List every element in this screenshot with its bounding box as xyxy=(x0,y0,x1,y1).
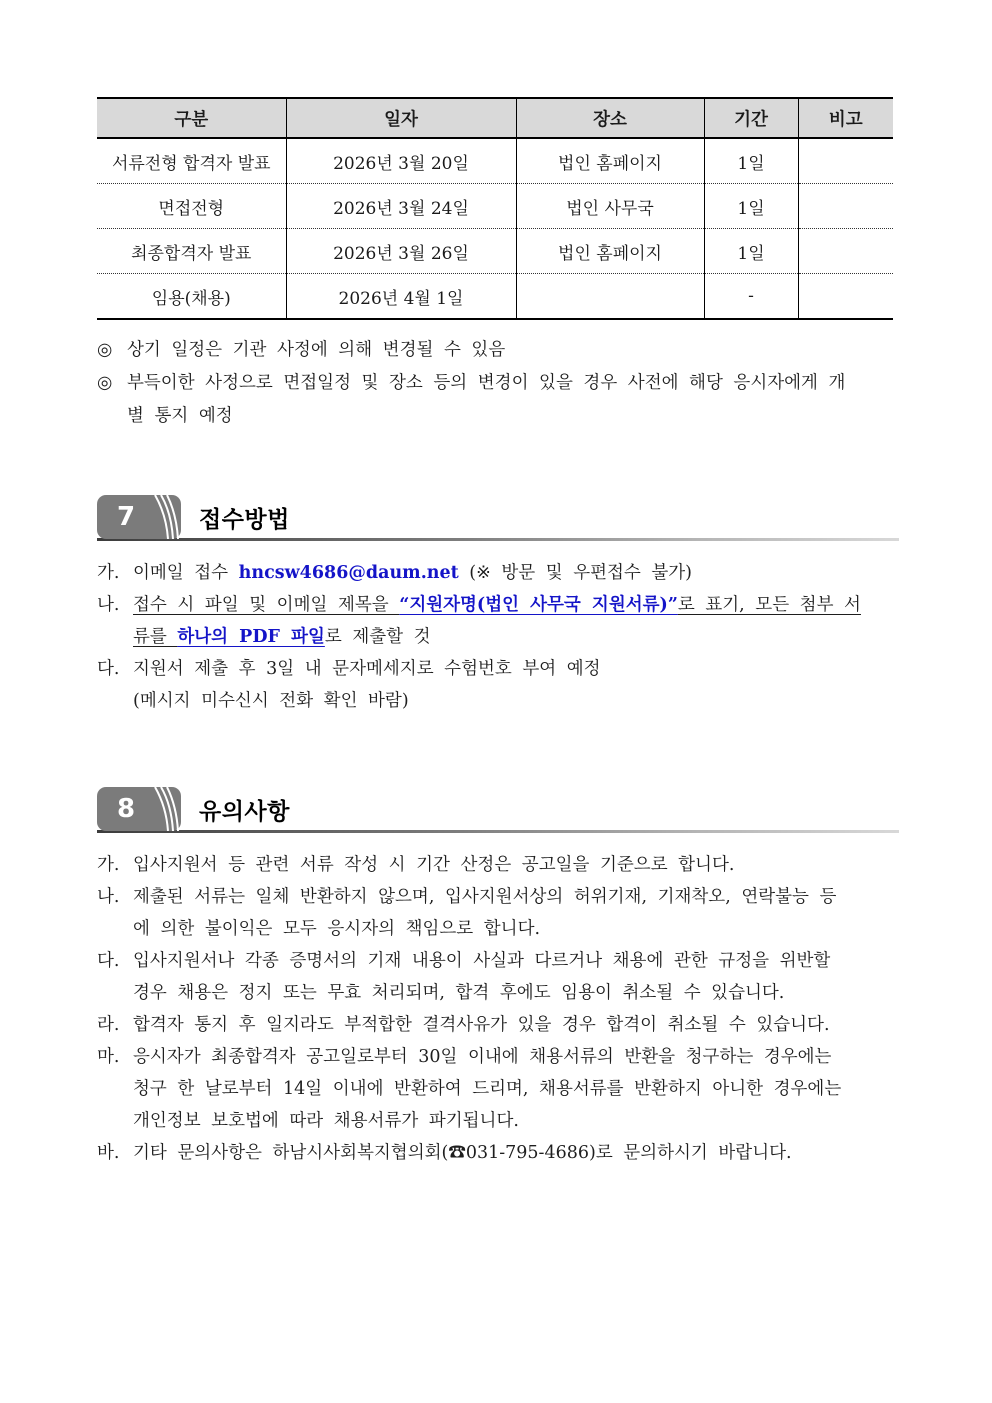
table-cell: 2026년 3월 20일 xyxy=(286,138,516,184)
note-line: 상기 일정은 기관 사정에 의해 변경될 수 있음 xyxy=(127,340,506,360)
item-body xyxy=(133,945,893,1009)
text-segment: 하나의 PDF 파일 xyxy=(177,627,325,647)
item-line xyxy=(133,1073,893,1105)
table-row xyxy=(97,229,893,274)
item-line xyxy=(133,1105,893,1137)
note-item xyxy=(97,334,893,367)
note-marker: ◎ xyxy=(97,373,113,393)
text-segment: 이메일 접수 xyxy=(133,563,239,583)
section-cautions xyxy=(97,787,893,1169)
item-label: 다. xyxy=(97,659,120,679)
list-item xyxy=(97,1009,893,1041)
text-segment: 기타 문의사항은 하남시사회복지협의회( xyxy=(133,1143,449,1163)
item-line xyxy=(133,621,893,653)
table-cell xyxy=(798,138,893,184)
item-line xyxy=(133,945,893,977)
item-line xyxy=(133,913,893,945)
table-row xyxy=(97,274,893,320)
item-label: 나. xyxy=(97,887,120,907)
list-item xyxy=(97,945,893,1009)
section-number-badge xyxy=(97,787,183,831)
text-segment: 로 표기, 모든 첨부 서 xyxy=(677,595,861,615)
table-header-row xyxy=(97,98,893,138)
item-line xyxy=(133,849,893,881)
phone-icon: ☎ xyxy=(448,1143,466,1163)
item-line xyxy=(133,685,893,717)
list-item xyxy=(97,1041,893,1137)
item-label: 나. xyxy=(97,595,120,615)
note-text xyxy=(127,334,893,367)
text-segment: 입사지원서나 각종 증명서의 기재 내용이 사실과 다르거나 채용에 관한 규정을 위반할 xyxy=(133,951,831,971)
item-line xyxy=(133,977,893,1009)
section-divider xyxy=(97,538,899,541)
table-cell: 1일 xyxy=(704,138,798,184)
text-segment: (※ 방문 및 우편접수 불가) xyxy=(458,563,693,583)
text-segment: 지원서 제출 후 3일 내 문자메세지로 수험번호 부여 예정 xyxy=(133,659,601,679)
item-label: 다. xyxy=(97,951,120,971)
text-segment: 입사지원서 등 관련 서류 작성 시 기간 산정은 공고일을 기준으로 합니다. xyxy=(133,855,735,875)
header-cell-date: 일자 xyxy=(286,98,516,138)
item-label: 가. xyxy=(97,855,120,875)
table-cell: 2026년 4월 1일 xyxy=(286,274,516,320)
item-body xyxy=(133,1009,893,1041)
list-item xyxy=(97,653,893,717)
list-item xyxy=(97,1137,893,1169)
note-line: 부득이한 사정으로 면접일정 및 장소 등의 변경이 있을 경우 사전에 해당 응시자에게 개 xyxy=(127,373,846,393)
table-cell: 2026년 3월 24일 xyxy=(286,184,516,229)
schedule-table-body xyxy=(97,138,893,319)
list-item xyxy=(97,849,893,881)
table-row xyxy=(97,138,893,184)
text-segment: “지원자명(법인 사무국 지원서류)” xyxy=(399,595,678,615)
table-cell xyxy=(516,274,704,320)
list-item xyxy=(97,881,893,945)
section-divider xyxy=(97,830,899,833)
text-segment: 합격자 통지 후 일지라도 부적합한 결격사유가 있을 경우 합격이 취소될 수 있습니다. xyxy=(133,1015,830,1035)
table-cell xyxy=(798,184,893,229)
section-number: 7 xyxy=(116,502,136,532)
text-segment: 청구 한 날로부터 14일 이내에 반환하여 드리며, 채용서류를 반환하지 아니한 경우에는 xyxy=(133,1079,842,1099)
item-body xyxy=(133,1137,893,1169)
notes xyxy=(97,334,893,433)
item-line xyxy=(133,653,893,685)
text-segment: 제출된 서류는 일체 반환하지 않으며, 입사지원서상의 허위기재, 기재착오, 연락불능 등 xyxy=(133,887,837,907)
section-items xyxy=(97,557,893,717)
table-cell: 최종합격자 발표 xyxy=(97,229,286,274)
section-title: 유의사항 xyxy=(199,798,290,825)
table-row xyxy=(97,184,893,229)
note-item xyxy=(97,367,893,433)
text-segment: 개인정보 보호법에 따라 채용서류가 파기됩니다. xyxy=(133,1111,519,1131)
table-cell: 법인 홈페이지 xyxy=(516,229,704,274)
text-segment: 경우 채용은 정지 또는 무효 처리되며, 합격 후에도 임용이 취소될 수 있습니다. xyxy=(133,983,785,1003)
item-line xyxy=(133,881,893,913)
table-cell: 1일 xyxy=(704,184,798,229)
table-cell: 면접전형 xyxy=(97,184,286,229)
text-segment: 로 제출할 것 xyxy=(324,627,431,647)
list-item xyxy=(97,589,893,653)
note-line: 별 통지 예정 xyxy=(127,406,233,426)
item-line xyxy=(133,1009,893,1041)
item-line xyxy=(133,589,893,621)
item-line xyxy=(133,557,893,589)
item-label: 가. xyxy=(97,563,120,583)
table-cell: 서류전형 합격자 발표 xyxy=(97,138,286,184)
section-header xyxy=(97,495,893,539)
item-label: 바. xyxy=(97,1143,120,1163)
item-body xyxy=(133,653,893,717)
text-segment: 접수 시 파일 및 이메일 제목을 xyxy=(133,595,400,615)
section-reception-method xyxy=(97,495,893,717)
schedule-table xyxy=(97,97,893,320)
text-segment: (메시지 미수신시 전화 확인 바람) xyxy=(133,691,409,711)
table-cell: 임용(채용) xyxy=(97,274,286,320)
item-body xyxy=(133,1041,893,1137)
table-cell: 법인 사무국 xyxy=(516,184,704,229)
item-body xyxy=(133,881,893,945)
note-text xyxy=(127,367,893,433)
header-cell-period: 기간 xyxy=(704,98,798,138)
table-cell: 법인 홈페이지 xyxy=(516,138,704,184)
item-body xyxy=(133,589,893,653)
section-number-badge xyxy=(97,495,183,539)
item-label: 마. xyxy=(97,1047,120,1067)
section-title: 접수방법 xyxy=(199,506,290,533)
section-number: 8 xyxy=(116,794,136,824)
item-line xyxy=(133,1041,893,1073)
section-header xyxy=(97,787,893,831)
table-cell: 1일 xyxy=(704,229,798,274)
item-line xyxy=(133,1137,893,1169)
note-marker: ◎ xyxy=(97,340,113,360)
email-address: hncsw4686@daum.net xyxy=(238,563,459,583)
header-cell-place: 장소 xyxy=(516,98,704,138)
text-segment: 031-795-4686)로 문의하시기 바랍니다. xyxy=(465,1143,792,1163)
text-segment: 응시자가 최종합격자 공고일로부터 30일 이내에 채용서류의 반환을 청구하는 경우에는 xyxy=(133,1047,832,1067)
header-cell-category: 구분 xyxy=(97,98,286,138)
text-segment: 에 의한 불이익은 모두 응시자의 책임으로 합니다. xyxy=(133,919,541,939)
item-body xyxy=(133,849,893,881)
section-items xyxy=(97,849,893,1169)
table-cell xyxy=(798,229,893,274)
item-body xyxy=(133,557,893,589)
text-segment: 류를 xyxy=(133,627,178,647)
table-cell: - xyxy=(704,274,798,320)
table-cell xyxy=(798,274,893,320)
header-cell-remarks: 비고 xyxy=(798,98,893,138)
table-cell: 2026년 3월 26일 xyxy=(286,229,516,274)
list-item xyxy=(97,557,893,589)
item-label: 라. xyxy=(97,1015,120,1035)
